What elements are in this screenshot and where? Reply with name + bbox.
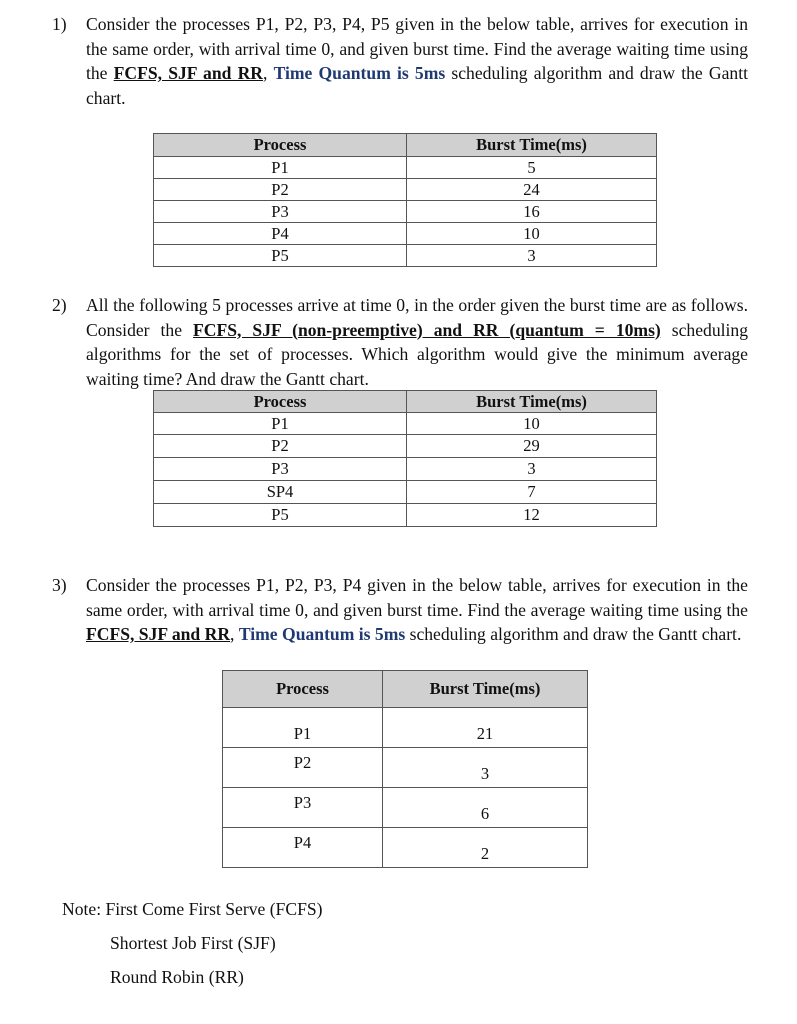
question-text	[86, 293, 748, 391]
burst-cell: 3	[407, 245, 657, 267]
process-cell: P3	[154, 458, 407, 481]
process-cell: P1	[154, 157, 407, 179]
process-cell: P3	[154, 201, 407, 223]
table-row	[154, 413, 657, 435]
burst-cell: 10	[407, 413, 657, 435]
process-cell: P5	[154, 245, 407, 267]
table-row	[154, 223, 657, 245]
text-segment: scheduling algorithms for the set of processes. Which algorithm would give the minimum average waiting time? And draw the Gantt chart.	[86, 319, 749, 389]
table-row	[154, 435, 657, 458]
note-line-rr: Round Robin (RR)	[110, 967, 244, 987]
burst-cell: 3	[383, 748, 588, 788]
table-row	[154, 245, 657, 267]
burst-cell: 21	[383, 708, 588, 748]
text-segment: Consider the processes P1, P2, P3, P4, P5 given in the below table, arrives for execution in the same order, with arrival time 0, and given burst time. Find the average waiting time using the	[86, 14, 748, 83]
process-table-3	[222, 670, 588, 868]
question-text	[86, 12, 748, 110]
text-segment: ,	[230, 624, 239, 644]
question-text	[86, 573, 748, 647]
question-number: 1)	[52, 14, 67, 34]
process-cell: P2	[154, 179, 407, 201]
burst-cell: 5	[407, 157, 657, 179]
process-table-2	[153, 390, 657, 527]
table-row	[223, 748, 588, 788]
table-row	[223, 828, 588, 868]
burst-cell: 2	[383, 828, 588, 868]
text-segment: Consider the processes P1, P2, P3, P4 given in the below table, arrives for execution in the same order, with arrival time 0, and given burst time. Find the average waiting time using the	[86, 575, 748, 620]
process-cell: P1	[154, 413, 407, 435]
question-1	[52, 12, 748, 110]
algorithms-emphasis: FCFS, SJF and RR	[113, 63, 263, 83]
process-table-1	[153, 133, 657, 267]
burst-cell: 24	[407, 179, 657, 201]
process-cell: P2	[223, 748, 383, 788]
process-cell: P5	[154, 504, 407, 527]
header-process: Process	[154, 391, 407, 413]
question-3	[52, 573, 748, 647]
header-burst-time: Burst Time(ms)	[407, 134, 657, 157]
header-burst-time: Burst Time(ms)	[383, 671, 588, 708]
question-number: 3)	[52, 575, 67, 595]
table-row	[154, 201, 657, 223]
algorithms-emphasis: FCFS, SJF and RR	[86, 624, 231, 644]
header-process: Process	[223, 671, 383, 708]
table-row	[154, 458, 657, 481]
table-row	[223, 788, 588, 828]
process-cell: P1	[223, 708, 383, 748]
process-cell: SP4	[154, 481, 407, 504]
process-cell: P4	[223, 828, 383, 868]
burst-cell: 12	[407, 504, 657, 527]
note-line-fcfs: Note: First Come First Serve (FCFS)	[62, 899, 323, 919]
process-cell: P2	[154, 435, 407, 458]
process-cell: P4	[154, 223, 407, 245]
header-burst-time: Burst Time(ms)	[407, 391, 657, 413]
burst-cell: 6	[383, 788, 588, 828]
burst-cell: 10	[407, 223, 657, 245]
burst-cell: 29	[407, 435, 657, 458]
table-row	[154, 157, 657, 179]
question-2	[52, 293, 748, 391]
burst-cell: 3	[407, 458, 657, 481]
text-segment: scheduling algorithm and draw the Gantt chart.	[86, 63, 748, 108]
time-quantum-emphasis: Time Quantum is 5ms	[238, 624, 406, 644]
text-segment: ,	[263, 63, 274, 83]
process-cell: P3	[223, 788, 383, 828]
text-segment: All the following 5 processes arrive at time 0, in the order given the burst time are as follows. Consider the	[86, 295, 748, 340]
header-process: Process	[154, 134, 407, 157]
burst-cell: 7	[407, 481, 657, 504]
question-number: 2)	[52, 295, 67, 315]
table-row	[154, 179, 657, 201]
burst-cell: 16	[407, 201, 657, 223]
text-segment: scheduling algorithm and draw the Gantt chart.	[405, 624, 742, 644]
algorithms-emphasis: FCFS, SJF (non-preemptive) and RR (quantum = 10ms)	[193, 319, 661, 340]
table-row	[223, 708, 588, 748]
table-row	[154, 481, 657, 504]
time-quantum-emphasis: Time Quantum is 5ms	[273, 63, 446, 83]
table-row	[154, 504, 657, 527]
note-line-sjf: Shortest Job First (SJF)	[110, 933, 276, 953]
